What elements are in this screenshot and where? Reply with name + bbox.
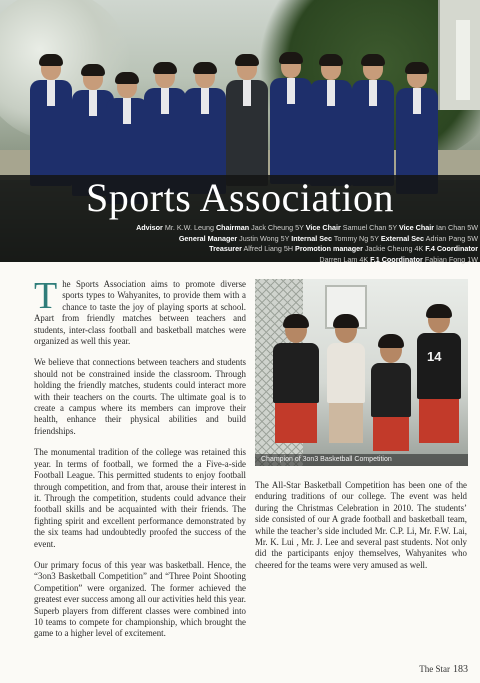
member-name: Jackie Cheung 4K xyxy=(364,244,424,253)
roster-line xyxy=(38,223,478,234)
member-figure xyxy=(270,54,312,184)
role-label: Advisor xyxy=(136,223,163,232)
student-figure xyxy=(323,317,369,457)
member-figure xyxy=(310,56,352,186)
member-name: Jack Cheung 5Y xyxy=(251,223,304,232)
article-left-column xyxy=(34,275,246,650)
member-figure xyxy=(352,56,394,186)
member-name: Ian Chan 5W xyxy=(436,223,478,232)
drop-cap: T xyxy=(34,275,58,317)
student-figure xyxy=(267,317,325,457)
role-label: Chairman xyxy=(215,223,250,232)
page-title: Sports Association xyxy=(86,175,394,220)
role-label: Treasurer xyxy=(209,244,242,253)
role-label: F.1 Coordinator xyxy=(370,254,423,264)
jersey-number: 14 xyxy=(427,349,442,364)
paragraph: The monumental tradition of the college was retained this year. In terms of football, we formed the a Five-a-side Football League. This permitted students to enjoy football through competition, and from that, arouse their interest in it. Through the competition, students could advance their football skills and be acquainted with their friends. The fighting spirit and excellent performance demonstrated by the six teams had undoubtedly proofed the success of the event. xyxy=(34,447,246,549)
role-label: Internal Sec xyxy=(291,233,332,243)
member-name: Darren Lam 4K xyxy=(319,254,369,264)
member-figure xyxy=(30,56,72,186)
role-label: Promotion manager xyxy=(295,244,363,253)
roster-line xyxy=(38,244,478,255)
member-name: Justin Wong 5Y xyxy=(239,233,290,243)
roster-line xyxy=(38,234,478,245)
paragraph: The All-Star Basketball Competition has been one of the enduring traditions of our college. The event was held during the Christmas Celebration in 2010. The students’ side consisted of our A grade football and basketball team, while the teacher’s side included Mr. C.P. Li, Mr. F.W. Lai, Mr. K. Lui , Mr. J. Lee and several past students. Not only did the participants enjoy themselves, Wahyanites who cheered for the teams were very amused as well. xyxy=(255,480,467,570)
roster-line xyxy=(38,255,478,266)
role-label: External Sec xyxy=(380,233,425,243)
group-members xyxy=(30,52,470,182)
member-name: Mr. K.W. Leung xyxy=(164,223,214,232)
paragraph: Our primary focus of this year was basketball. Hence, the “3on3 Basketball Competition” and “Three Point Shooting Competition” were organized. The former achieved the greatest ever success among all our activities held this year. Superb players from different classes were combined into 10 teams to compete for championship, which brought the game to a higher level of excitement. xyxy=(34,559,246,639)
role-label: Vice Chair xyxy=(399,223,435,232)
role-label: Vice Chair xyxy=(305,223,341,232)
committee-roster xyxy=(38,223,478,265)
member-name: Samuel Chan 5Y xyxy=(342,223,398,232)
member-name: Adrian Pang 5W xyxy=(425,233,478,243)
student-figure xyxy=(413,307,465,457)
member-name: Fabian Fong 1W xyxy=(424,254,478,264)
page-number: 183 xyxy=(453,664,468,675)
champion-team-photo xyxy=(255,279,468,466)
article-right-column xyxy=(255,480,467,581)
photo-caption: Champion of 3on3 Basketball Competition xyxy=(255,454,468,466)
role-label: General Manager xyxy=(178,233,238,243)
student-figure xyxy=(367,337,415,457)
member-name: Tommy Ng 5Y xyxy=(333,233,379,243)
publication-name: The Star xyxy=(419,664,450,674)
member-name: Alfred Liang 5H xyxy=(243,244,294,253)
member-figure xyxy=(226,56,268,186)
page-footer xyxy=(419,664,468,675)
intro-paragraph xyxy=(34,275,246,347)
role-label: F.4 Coordinator xyxy=(425,244,478,253)
paragraph-text: he Sports Association aims to promote diverse sports types to Wahyanites, to provide them with a chance to taste the joy of playing sports at school. Apart from friendly matches between teachers and students, inter-class football and basketball matches were organized as well this year. xyxy=(34,279,246,347)
paragraph: We believe that connections between teachers and students should not be constrained inside the classroom. Through holding the friendly matches, students could interact more with their teachers on the courts. The ultimate goal is to create a campus where its members can improve their health, enhance their physical abilities and build friendships. xyxy=(34,357,246,436)
